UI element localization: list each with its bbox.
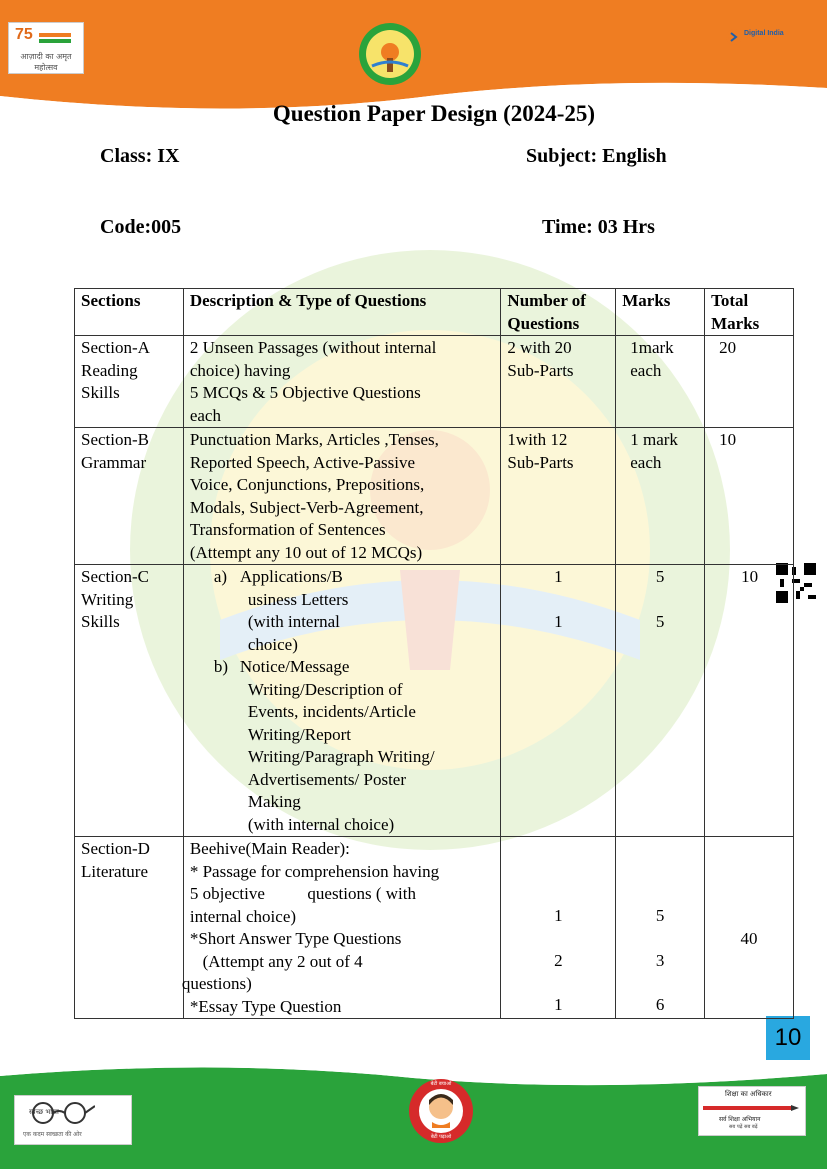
section-b-line: Grammar xyxy=(81,452,147,472)
azadi-logo-text: आज़ादी का अमृत महोत्सव xyxy=(20,52,72,72)
section-a-number-line: Sub-Parts xyxy=(507,360,574,380)
section-c-number-line: 1 xyxy=(554,567,563,586)
section-c-line: Skills xyxy=(81,612,120,631)
section-a-description xyxy=(183,336,501,428)
header-description: Description & Type of Questions xyxy=(183,289,501,336)
item-b-line: Writing/Paragraph Writing/ xyxy=(247,747,435,766)
section-d-name xyxy=(75,837,184,1019)
section-d-marks xyxy=(616,837,705,1019)
section-d-line: Section-D xyxy=(81,839,150,858)
section-b-marks-line: each xyxy=(630,452,662,472)
section-d-desc-line: * Passage for comprehension having xyxy=(189,861,440,881)
section-c-name xyxy=(75,565,184,837)
section-d-number-line: 2 xyxy=(554,950,563,970)
time-label: Time: 03 Hrs xyxy=(542,216,655,238)
item-a-line: (with internal xyxy=(247,612,340,631)
table-row-section-d xyxy=(75,837,794,1019)
section-d-marks-line: 6 xyxy=(655,995,665,1014)
section-b-line: Section-B xyxy=(81,430,149,449)
item-b-line: Writing/Description of xyxy=(247,679,403,699)
section-d-marks-line: 5 xyxy=(655,906,665,925)
item-a-line: Applications/B xyxy=(239,567,343,586)
section-b-desc-line: Voice, Conjunctions, Prepositions, xyxy=(189,475,425,494)
section-d-marks-line: 3 xyxy=(655,950,665,970)
section-a-marks-line: 1mark xyxy=(630,338,674,357)
section-d-number xyxy=(501,837,616,1019)
page-title: Question Paper Design (2024-25) xyxy=(272,101,596,126)
swachh-text: स्वच्छ भारत xyxy=(29,1108,59,1116)
section-c-item-b xyxy=(190,656,495,836)
item-a-line: usiness Letters xyxy=(247,589,349,609)
section-c-marks-line: 5 xyxy=(655,611,665,631)
section-b-number-line: Sub-Parts xyxy=(507,452,574,472)
digital-india-icon xyxy=(726,27,742,47)
section-d-description xyxy=(183,837,501,1019)
swachh-bharat-logo xyxy=(14,1095,132,1145)
section-b-desc-line: Punctuation Marks, Articles ,Tenses, xyxy=(189,430,439,449)
section-a-desc-line: choice) having xyxy=(189,360,291,380)
section-c-number-line: 1 xyxy=(554,611,563,631)
section-a-line: Reading xyxy=(81,360,138,380)
section-b-desc-line: Reported Speech, Active-Passive xyxy=(189,452,416,472)
section-a-desc-line: 5 MCQs & 5 Objective Questions xyxy=(189,383,421,402)
section-a-marks xyxy=(616,336,705,428)
section-c-description xyxy=(183,565,501,837)
table-row-section-b xyxy=(75,428,794,565)
digital-india-logo xyxy=(724,22,784,52)
table-row-section-a xyxy=(75,336,794,428)
section-a-line: Skills xyxy=(81,383,120,402)
digital-india-text: Digital India xyxy=(744,30,784,37)
section-a-desc-line: 2 Unseen Passages (without internal xyxy=(189,338,437,357)
section-d-number-line: 1 xyxy=(554,995,563,1014)
kvs-seal-icon xyxy=(358,22,422,86)
section-d-number-line: 1 xyxy=(554,906,563,925)
section-d-desc-line: 5 objective questions ( with xyxy=(189,884,417,903)
pencil-icon xyxy=(703,1103,799,1113)
table-row-section-c xyxy=(75,565,794,837)
azadi-logo: 75 आज़ादी का अमृत महोत्सव xyxy=(8,22,84,74)
header-banner xyxy=(0,0,827,110)
item-a-line: choice) xyxy=(247,634,298,654)
section-c-line: Writing xyxy=(81,589,134,609)
swachh-sub-text: एक कदम स्वच्छता की ओर xyxy=(23,1131,82,1138)
section-b-name xyxy=(75,428,184,565)
code-label: Code:005 xyxy=(100,216,182,238)
item-b-line: Writing/Report xyxy=(247,724,352,744)
section-d-desc-line: questions) xyxy=(181,974,252,993)
section-d-desc-line: *Essay Type Question xyxy=(189,996,342,1016)
section-c-total: 10 xyxy=(705,565,794,837)
item-a-label: a) xyxy=(213,567,228,586)
section-a-total: 20 xyxy=(705,336,794,428)
section-c-marks xyxy=(616,565,705,837)
footer-banner xyxy=(0,1066,827,1169)
item-b-line: Notice/Message xyxy=(239,657,350,676)
header-total: Total Marks xyxy=(705,289,794,336)
section-d-total-value: 40 xyxy=(740,929,758,948)
section-b-description xyxy=(183,428,501,565)
section-c-item-a xyxy=(190,566,495,656)
section-a-line: Section-A xyxy=(81,338,150,357)
item-b-line: Making xyxy=(247,792,301,811)
section-c-number xyxy=(501,565,616,837)
section-b-marks xyxy=(616,428,705,565)
section-d-desc-line: Beehive(Main Reader): xyxy=(189,839,350,858)
header-marks: Marks xyxy=(616,289,705,336)
section-a-name xyxy=(75,336,184,428)
section-b-number xyxy=(501,428,616,565)
section-a-number-line: 2 with 20 xyxy=(507,338,572,357)
section-b-marks-line: 1 mark xyxy=(630,430,678,449)
subject-label: Subject: English xyxy=(526,145,667,167)
ssa-tagline: सब पढ़ें सब बढ़ें xyxy=(729,1124,758,1130)
rte-title: शिक्षा का अधिकार xyxy=(725,1090,772,1098)
class-label: Class: IX xyxy=(100,145,180,167)
section-a-number xyxy=(501,336,616,428)
page-number-badge: 10 xyxy=(766,1016,810,1060)
section-b-desc-line: Modals, Subject-Verb-Agreement, xyxy=(189,497,424,517)
sarva-shiksha-logo xyxy=(698,1086,806,1136)
question-paper-table xyxy=(74,288,794,1019)
beti-bachao-top: बेटी बचाओ xyxy=(430,1081,452,1087)
section-b-total: 10 xyxy=(705,428,794,565)
header-number: Number of Questions xyxy=(501,289,616,336)
section-c-marks-line: 5 xyxy=(655,567,665,586)
section-a-desc-line: each xyxy=(189,405,221,425)
item-b-line: Events, incidents/Article xyxy=(247,702,416,721)
item-b-line: (with internal choice) xyxy=(247,814,395,834)
section-b-number-line: 1with 12 xyxy=(507,430,568,449)
beti-bachao-bottom: बेटी पढ़ाओ xyxy=(430,1134,452,1140)
section-d-total xyxy=(705,837,794,1019)
section-d-line: Literature xyxy=(81,861,149,881)
section-b-desc-line: Transformation of Sentences xyxy=(189,520,386,539)
ssa-text: सर्व शिक्षा अभियान xyxy=(719,1116,761,1123)
beti-bachao-logo xyxy=(408,1076,474,1146)
item-b-label: b) xyxy=(213,657,229,676)
section-c-line: Section-C xyxy=(81,567,149,586)
section-d-desc-line: internal choice) xyxy=(189,906,297,926)
section-d-desc-line: (Attempt any 2 out of 4 xyxy=(189,951,363,971)
item-b-line: Advertisements/ Poster xyxy=(247,769,407,789)
table-header-row xyxy=(75,289,794,336)
section-a-marks-line: each xyxy=(630,360,662,380)
section-b-desc-line: (Attempt any 10 out of 12 MCQs) xyxy=(189,542,423,562)
section-d-desc-line: *Short Answer Type Questions xyxy=(189,929,402,948)
header-sections: Sections xyxy=(75,289,184,336)
